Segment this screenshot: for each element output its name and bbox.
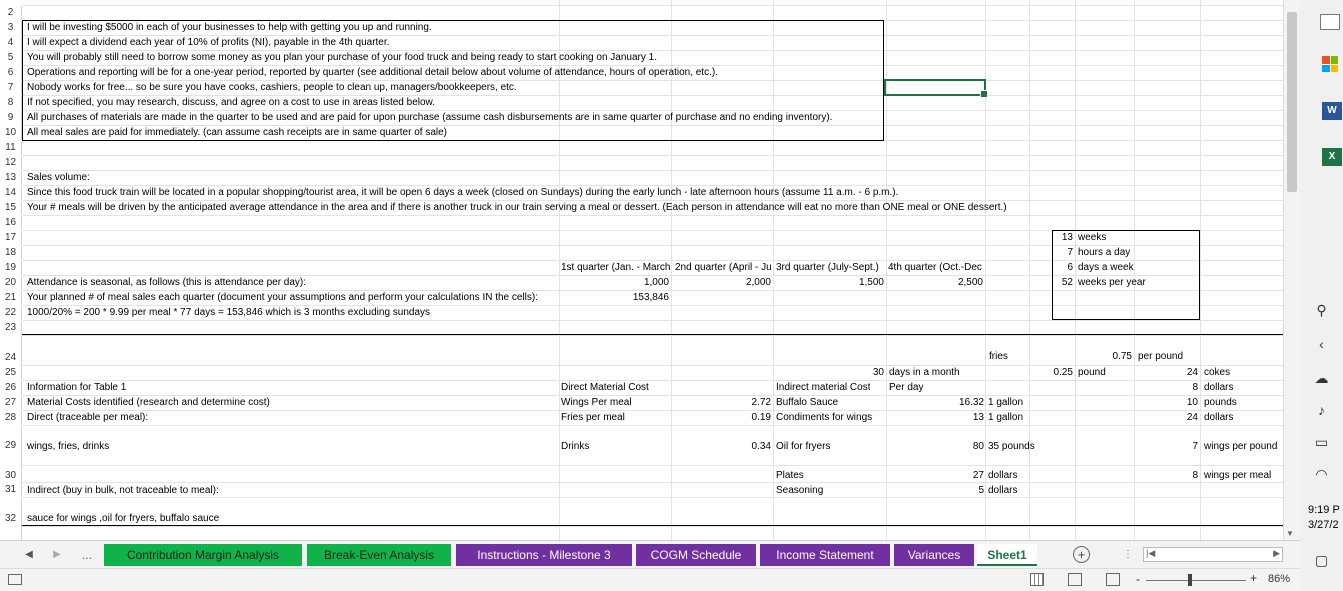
cell-r29-f[interactable]: 0.34: [751, 441, 771, 452]
wifi-icon[interactable]: ◠: [1315, 466, 1328, 482]
cell-r24-m[interactable]: per pound: [1138, 351, 1184, 362]
cell-r5[interactable]: You will probably still need to borrow some money as you plan your purchase of your food truck and being ready to start cooking on January 1.: [27, 52, 657, 63]
cell-r20-e[interactable]: 1,000: [643, 277, 669, 288]
gridline: [773, 0, 774, 540]
row-header[interactable]: 28: [0, 411, 22, 425]
gridline: [22, 482, 1283, 483]
cell-r8[interactable]: If not specified, you may research, discuss, and agree on a cost to use in areas listed below.: [27, 97, 436, 108]
cell-r29-e[interactable]: Drinks: [561, 441, 590, 452]
cell-r27-f[interactable]: 2.72: [751, 397, 771, 408]
cell-r28-a[interactable]: Direct (traceable per meal):: [27, 412, 149, 423]
cell-r27-i[interactable]: 16.32: [958, 397, 984, 408]
cell-r21-a[interactable]: Your planned # of meal sales each quarter (document your assumptions and perform your calculations IN the cells):: [27, 292, 539, 303]
row-header[interactable]: 19: [0, 261, 22, 275]
row-header[interactable]: 22: [0, 306, 22, 320]
word-app-icon[interactable]: W: [1322, 102, 1342, 120]
cell-r28-j[interactable]: 1 gallon: [988, 412, 1024, 423]
cell-r28-g[interactable]: Condiments for wings: [776, 412, 873, 423]
battery-icon[interactable]: ▭: [1314, 434, 1329, 450]
cell-r27-j[interactable]: 1 gallon: [988, 397, 1024, 408]
cell-r20-k[interactable]: 52: [1061, 277, 1073, 288]
cell-r26-o[interactable]: dollars: [1204, 382, 1234, 393]
row-header[interactable]: 15: [0, 201, 22, 215]
cell-r28-e[interactable]: Fries per meal: [561, 412, 625, 423]
gridline: [22, 215, 1283, 216]
cell-r27-e[interactable]: Wings Per meal: [561, 397, 632, 408]
cell-r14[interactable]: Since this food truck train will be located in a popular shopping/tourist area, it will be open 6 days a week (closed on Sundays) during the early lunch - late afternoon hours (assume 11 a.m. - 6 p.m.).: [27, 187, 899, 198]
row-header[interactable]: 30: [0, 466, 22, 483]
cell-r20-l[interactable]: weeks per year: [1078, 277, 1146, 288]
cell-r18-k[interactable]: 7: [1067, 247, 1073, 258]
gridline: [22, 335, 1283, 336]
cell-r17-l[interactable]: weeks: [1078, 232, 1107, 243]
cell-r9[interactable]: All purchases of materials are made in the quarter to be used and are paid for upon purchase (assume cash disbursements are in same quarter of purchase and no ending inventory).: [27, 112, 833, 123]
cell-r25-n[interactable]: 24: [1186, 367, 1198, 378]
gridline: [22, 380, 1283, 381]
clock-date: 3/27/2: [1308, 519, 1339, 531]
taskbar-clock[interactable]: [1308, 503, 1343, 533]
gridline: [22, 425, 1283, 426]
microsoft-store-icon[interactable]: [1322, 56, 1338, 72]
cell-r25-g[interactable]: 30: [872, 367, 884, 378]
action-center-icon[interactable]: ▢: [1314, 552, 1329, 568]
chevron-up-icon[interactable]: ‹: [1319, 336, 1324, 352]
row-header[interactable]: 29: [0, 426, 22, 466]
cell-r18-l[interactable]: hours a day: [1078, 247, 1131, 258]
zoom-in-icon[interactable]: +: [1250, 571, 1258, 585]
status-bar: [0, 568, 1300, 591]
cell-r6[interactable]: Operations and reporting will be for a one-year period, reported by quarter (see additional detail below about volume of attendance, hours of operation, etc.).: [27, 67, 718, 78]
scroll-down-icon[interactable]: ▼: [1286, 529, 1294, 538]
cell-r20-g[interactable]: 1,500: [858, 277, 884, 288]
tab-instructions-milestone-3[interactable]: Instructions - Milestone 3: [456, 544, 632, 566]
cell-r20-f[interactable]: 2,000: [745, 277, 771, 288]
cell-r31-j[interactable]: dollars: [988, 485, 1018, 496]
cell-r30-n[interactable]: 8: [1192, 470, 1198, 481]
cell-r27-g[interactable]: Buffalo Sauce: [776, 397, 839, 408]
cell-r20-a[interactable]: Attendance is seasonal, as follows (this is attendance per day):: [27, 277, 307, 288]
cell-r30-g[interactable]: Plates: [776, 470, 804, 481]
cell-r30-i[interactable]: 27: [972, 470, 984, 481]
cell-r28-f[interactable]: 0.19: [751, 412, 771, 423]
row-header[interactable]: 20: [0, 276, 22, 290]
cell-r21-e[interactable]: 153,846: [632, 292, 669, 303]
clock-time: 9:19 P: [1308, 504, 1340, 516]
row-header[interactable]: 23: [0, 321, 22, 335]
cell-r19-f[interactable]: 2nd quarter (April - Ju: [675, 262, 772, 273]
row-header[interactable]: 14: [0, 186, 22, 200]
zoom-slider[interactable]: [1146, 580, 1246, 581]
cell-r27-o[interactable]: pounds: [1204, 397, 1237, 408]
cell-r19-k[interactable]: 6: [1067, 262, 1073, 273]
selected-cell[interactable]: [884, 79, 986, 96]
cell-r19-g[interactable]: 3rd quarter (July-Sept.): [776, 262, 879, 273]
cell-r28-o[interactable]: dollars: [1204, 412, 1234, 423]
gridline: [559, 0, 560, 540]
cell-r29-n[interactable]: 7: [1192, 441, 1198, 452]
people-icon[interactable]: ⚲: [1316, 302, 1327, 318]
gridline: [1075, 0, 1076, 540]
cell-r10[interactable]: All meal sales are paid for immediately. (can assume cash receipts are in same quarter of sale): [27, 127, 447, 138]
options-dots-icon[interactable]: ⋮: [1123, 549, 1133, 560]
cell-r19-h[interactable]: 4th quarter (Oct.-Dec: [888, 262, 982, 273]
row-header[interactable]: 8: [0, 96, 22, 110]
cell-r31-a[interactable]: Indirect (buy in bulk, not traceable to meal):: [27, 485, 219, 496]
tab-contribution-margin-analysis[interactable]: Contribution Margin Analysis: [104, 544, 302, 566]
cell-r28-i[interactable]: 13: [972, 412, 984, 423]
scroll-thumb[interactable]: [1287, 12, 1297, 192]
cell-r17-k[interactable]: 13: [1061, 232, 1073, 243]
row-header[interactable]: 27: [0, 396, 22, 410]
vertical-scrollbar[interactable]: [1283, 0, 1300, 540]
gridline: [22, 320, 1283, 321]
row-header[interactable]: 18: [0, 246, 22, 260]
triangle-left-icon[interactable]: ◀: [25, 549, 33, 560]
cell-r19-e[interactable]: 1st quarter (Jan. - March: [561, 262, 671, 273]
taskbar: [1300, 0, 1343, 591]
gridline: [22, 140, 1283, 141]
cell-r28-n[interactable]: 24: [1186, 412, 1198, 423]
gridline: [22, 5, 1283, 6]
cell-r24-i[interactable]: fries: [989, 351, 1008, 362]
page-layout-icon[interactable]: [1068, 573, 1082, 586]
row-header[interactable]: 7: [0, 81, 22, 95]
row-header[interactable]: 17: [0, 231, 22, 245]
cell-r13[interactable]: Sales volume:: [27, 172, 90, 183]
row-header[interactable]: 25: [0, 366, 22, 380]
macro-record-icon[interactable]: [8, 574, 22, 585]
tab-income-statement[interactable]: Income Statement: [760, 544, 890, 566]
zoom-level[interactable]: 86%: [1268, 573, 1291, 585]
plus-circle-icon[interactable]: +: [1073, 546, 1090, 563]
network-people-icon[interactable]: ☁: [1314, 370, 1329, 386]
cell-r26-g[interactable]: Indirect material Cost: [776, 382, 871, 393]
gridline: [22, 410, 1283, 411]
cell-r25-l[interactable]: pound: [1078, 367, 1106, 378]
row-header[interactable]: 3: [0, 21, 22, 35]
notification-icon[interactable]: [1320, 14, 1340, 30]
tab-break-even-analysis[interactable]: Break-Even Analysis: [307, 544, 451, 566]
gridline: [22, 526, 1283, 527]
cell-r27-n[interactable]: 10: [1186, 397, 1198, 408]
cell-r24-l[interactable]: 0.75: [1112, 351, 1132, 362]
row-header[interactable]: 31: [0, 483, 22, 497]
row-header[interactable]: 13: [0, 171, 22, 185]
row-header[interactable]: 32: [0, 498, 22, 540]
zoom-slider-knob[interactable]: [1188, 574, 1192, 586]
cell-r20-h[interactable]: 2,500: [957, 277, 983, 288]
cell-r25-o[interactable]: cokes: [1204, 367, 1231, 378]
cell-r4[interactable]: I will expect a dividend each year of 10% of profits (NI), payable in the 4th quarter.: [27, 37, 390, 48]
row-header[interactable]: 12: [0, 156, 22, 170]
gridline: [1200, 0, 1201, 540]
cell-r26-a[interactable]: Information for Table 1: [27, 382, 127, 393]
horizontal-scrollbar[interactable]: [1143, 547, 1283, 562]
row-header[interactable]: 11: [0, 141, 22, 155]
grid-view-icon[interactable]: [1030, 573, 1044, 586]
gridline: [22, 170, 1283, 171]
cell-r26-e[interactable]: Direct Material Cost: [561, 382, 649, 393]
cell-r25-h[interactable]: days in a month: [889, 367, 960, 378]
cell-r30-j[interactable]: dollars: [988, 470, 1018, 481]
page-break-icon[interactable]: [1106, 573, 1120, 586]
row-header[interactable]: 6: [0, 66, 22, 80]
tab-cogm-schedule[interactable]: COGM Schedule: [636, 544, 756, 566]
cell-r15[interactable]: Your # meals will be driven by the anticipated average attendance in the area and if there is another truck in our train serving a meal or dessert. (Each person in attendance will eat no more than ONE meal or ONE dessert.): [27, 202, 1007, 213]
cell-r22-a[interactable]: 1000/20% = 200 * 9.99 per meal * 77 days = 153,846 which is 3 months excluding sundays: [27, 307, 431, 318]
row-header[interactable]: 21: [0, 291, 22, 305]
cell-r29-i[interactable]: 80: [972, 441, 984, 452]
cell-r3[interactable]: I will be investing $5000 in each of your businesses to help with getting you up and running.: [27, 22, 432, 33]
gridline: [22, 465, 1283, 466]
cell-r29-g[interactable]: Oil for fryers: [776, 441, 831, 452]
cell-r25-k[interactable]: 0.25: [1053, 367, 1073, 378]
tab-variances[interactable]: Variances: [894, 544, 974, 566]
cell-r27-a[interactable]: Material Costs identified (research and determine cost): [27, 397, 270, 408]
row-header[interactable]: 5: [0, 51, 22, 65]
gridline: [22, 155, 1283, 156]
row-header[interactable]: 4: [0, 36, 22, 50]
row-header[interactable]: 9: [0, 111, 22, 125]
row-header[interactable]: 16: [0, 216, 22, 230]
tab-sheet1[interactable]: Sheet1: [977, 544, 1037, 566]
gridline: [1134, 0, 1135, 540]
row-header[interactable]: 26: [0, 381, 22, 395]
cell-r29-j[interactable]: 35 pounds: [988, 441, 1035, 452]
volume-icon[interactable]: ♪: [1318, 402, 1325, 418]
more-sheets-button[interactable]: ...: [81, 548, 92, 562]
cell-r29-o[interactable]: wings per pound: [1204, 441, 1278, 452]
cell-r7[interactable]: Nobody works for free... so be sure you have cooks, cashiers, people to clean up, managers/bookkeepers, etc.: [27, 82, 517, 93]
cell-r31-i[interactable]: 5: [978, 485, 984, 496]
gridline: [671, 0, 672, 540]
cell-r32-a[interactable]: sauce for wings ,oil for fryers, buffalo sauce: [27, 513, 220, 524]
cell-r31-g[interactable]: Seasoning: [776, 485, 824, 496]
cell-r19-l[interactable]: days a week: [1078, 262, 1134, 273]
row-header[interactable]: 24: [0, 336, 22, 366]
cell-r26-h[interactable]: Per day: [889, 382, 924, 393]
row-header[interactable]: 10: [0, 126, 22, 140]
zoom-out-icon[interactable]: -: [1136, 572, 1140, 586]
cell-r26-n[interactable]: 8: [1192, 382, 1198, 393]
sheet-tab-bar: [0, 540, 1300, 568]
scroll-right-icon[interactable]: ▶: [1273, 548, 1280, 558]
scroll-left-icon[interactable]: |◀: [1146, 548, 1156, 558]
row-header[interactable]: 2: [0, 6, 22, 20]
excel-app-icon[interactable]: X: [1322, 148, 1342, 166]
triangle-right-icon[interactable]: ▶: [53, 549, 61, 560]
cell-r30-o[interactable]: wings per meal: [1204, 470, 1272, 481]
cell-r29-a[interactable]: wings, fries, drinks: [27, 441, 110, 452]
